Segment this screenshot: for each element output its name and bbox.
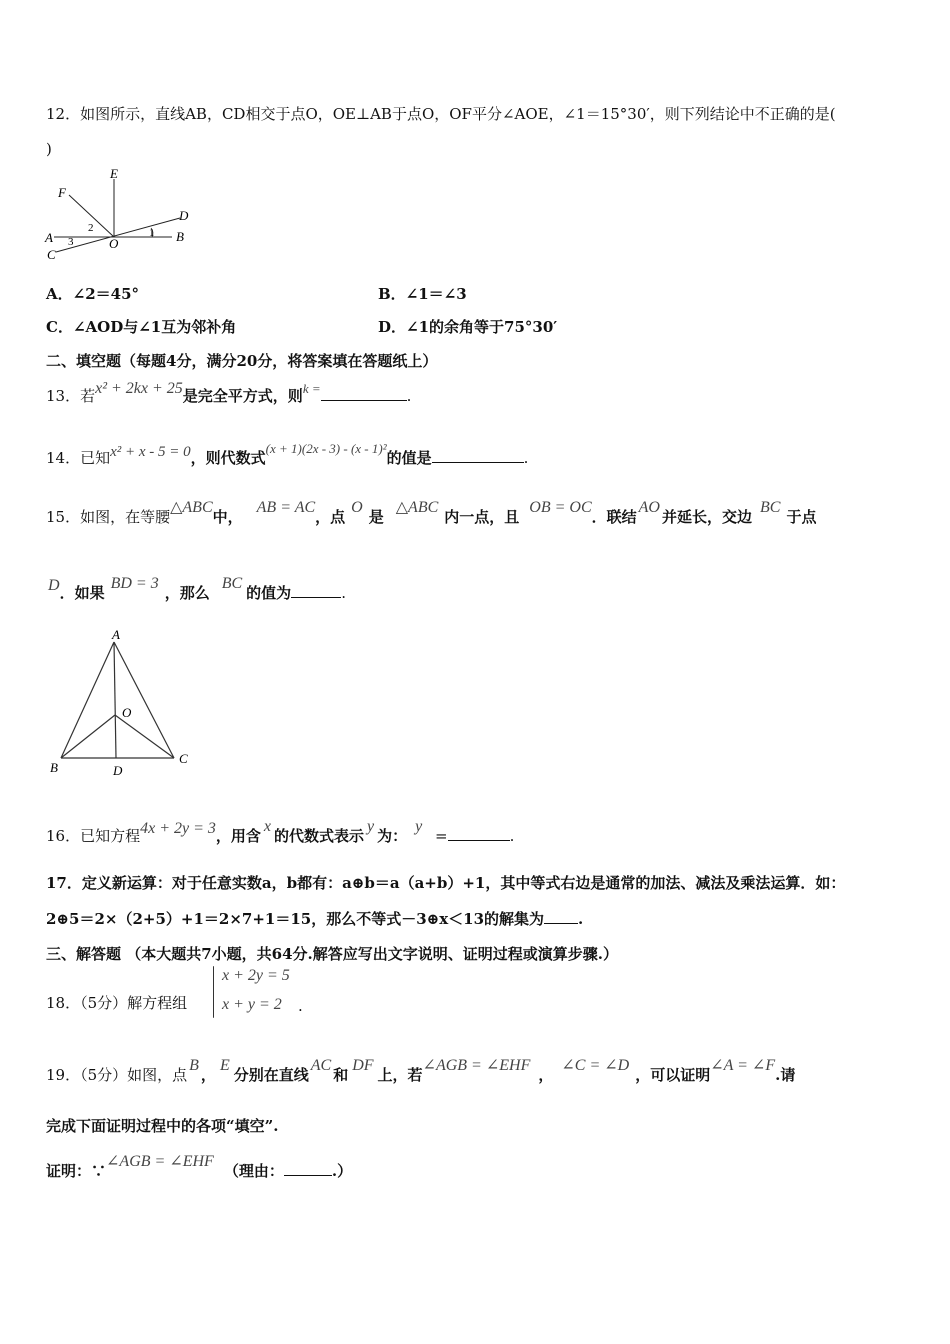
q17-end: .: [578, 910, 584, 928]
q19-text: .请: [775, 1066, 796, 1084]
segment-oc: [115, 715, 174, 758]
q15-blank[interactable]: [291, 583, 341, 598]
q19-text: 分别在直线: [233, 1066, 309, 1084]
q18-pre: 18．（5分）解方程组: [46, 994, 188, 1012]
label-3: 3: [68, 236, 74, 248]
q19-text: ，: [538, 1066, 554, 1084]
q19-text: ，可以证明: [635, 1066, 711, 1084]
q15-text: 15．如图，在等腰: [46, 508, 171, 526]
q13-expr: x² + 2kx + 25: [95, 380, 183, 397]
label-1: 1: [149, 227, 155, 239]
q16-y2: y: [415, 818, 423, 835]
q15-text: ．如果: [59, 584, 105, 602]
label-O: O: [109, 236, 119, 251]
label-B: B: [50, 760, 58, 775]
segment-ad: [114, 642, 116, 758]
q17-blank[interactable]: [544, 909, 578, 924]
q12-option-b: B．∠1＝∠3: [378, 285, 467, 303]
q19-text: ，: [200, 1066, 216, 1084]
q12-paren: [46, 140, 52, 158]
q19-math: ∠A = ∠F: [710, 1057, 776, 1074]
label-B: B: [176, 229, 184, 244]
q15-text: ，点: [315, 508, 346, 526]
section3-heading: 三、解答题 （本大题共7小题，共64分.解答应写出文字说明、证明过程或演算步骤.）: [46, 945, 618, 963]
q16-blank[interactable]: [448, 826, 510, 841]
q16-eqs: =: [430, 827, 448, 845]
q16-pre: 16．已知方程: [46, 827, 141, 845]
q16: [46, 818, 515, 846]
side-ab: [61, 642, 114, 758]
q12-option-d: D．∠1的余角等于75°30′: [378, 318, 558, 336]
q18: [46, 992, 187, 1013]
q15-math: △ABC: [395, 499, 439, 516]
q15-text: 中，: [212, 508, 243, 526]
q17-text: 2⊕5＝2×（2+5）+1＝2×7+1＝15，那么不等式－3⊕x＜13的解集为: [46, 910, 545, 928]
q19-proof-pre: 证明：∵: [46, 1162, 107, 1180]
q15-math: BD = 3: [110, 575, 159, 592]
label-A: A: [112, 627, 120, 642]
q19-math: AC: [310, 1057, 332, 1074]
q15-text: 于点: [786, 508, 817, 526]
label-E: E: [110, 166, 118, 181]
q16-end: .: [509, 827, 515, 845]
q15-text: 的值为: [246, 584, 292, 602]
q15-line2: [46, 575, 346, 603]
q12-option-c: C．∠AOD与∠1互为邻补角: [46, 318, 237, 336]
q19-math: ∠AGB = ∠EHF: [422, 1057, 531, 1074]
q15-text: ．联结: [591, 508, 637, 526]
q14-expr2: (x + 1)(2x - 3) - (x - 1)²: [265, 441, 387, 456]
q18-eq2: x + y = 2: [222, 996, 282, 1013]
q16-x: x: [263, 818, 272, 835]
q12-paren-close: ): [46, 140, 52, 158]
q15-text: 并延长，交边: [661, 508, 752, 526]
label-D: D: [113, 763, 123, 778]
q14-pre: 14．已知: [46, 449, 111, 467]
label-O: O: [122, 705, 132, 720]
q13-blank[interactable]: [321, 386, 407, 401]
q14-mid: ，则代数式: [190, 449, 266, 467]
q13-end: .: [406, 387, 412, 405]
q19-text: 上，若: [377, 1066, 423, 1084]
q15-math: OB = OC: [529, 499, 592, 516]
q19-math: B: [189, 1057, 199, 1074]
q14-blank[interactable]: [432, 448, 524, 463]
q13-k: k =: [302, 381, 321, 396]
q18-eq1: x + 2y = 5: [222, 967, 290, 984]
q19-blank[interactable]: [284, 1161, 332, 1176]
q19-proof-expr: ∠AGB = ∠EHF: [106, 1153, 214, 1170]
q18-brace: [213, 966, 214, 1018]
q15-line1: [46, 499, 817, 527]
q16-eq: 4x + 2y = 3: [140, 820, 216, 837]
label-A: A: [45, 230, 53, 245]
q19-proof-end: .）: [331, 1162, 353, 1180]
q19-line1: [46, 1057, 796, 1085]
section2-heading: 二、填空题（每题4分，满分20分，将答案填在答题纸上）: [46, 352, 438, 370]
q15-math: O: [351, 499, 363, 516]
q12-stem: [46, 103, 836, 124]
q19-math: ∠C = ∠D: [561, 1057, 630, 1074]
q15-math: △ABC: [170, 499, 213, 516]
q13-mid: 是完全平方式，则: [182, 387, 303, 405]
q16-y: y: [367, 818, 375, 835]
q15-math: D: [48, 577, 60, 594]
segment-ob: [61, 715, 115, 758]
side-ac: [114, 642, 174, 758]
q19-proof: [46, 1153, 353, 1181]
q13: [46, 380, 412, 406]
q15-math: BC: [221, 575, 243, 592]
q12-text: 12．如图所示，直线AB，CD相交于点O，OE⊥AB于点O，OF平分∠AOE，∠1＝15°30′，则下列结论中不正确的是(: [46, 105, 836, 123]
q19-text: 19．（5分）如图，点: [46, 1066, 188, 1084]
q14: [46, 441, 529, 468]
q19-math: DF: [352, 1057, 374, 1074]
q15-text: ，那么: [164, 584, 210, 602]
label-D: D: [179, 208, 189, 223]
q12-figure: [44, 165, 194, 265]
q12-option-a: A．∠2＝45°: [46, 285, 140, 303]
q14-end: .: [523, 449, 529, 467]
q15-figure: [44, 625, 204, 780]
label-2: 2: [88, 222, 94, 234]
q13-pre: 13．若: [46, 387, 96, 405]
q15-math: AB = AC: [256, 499, 316, 516]
q18-end: .: [298, 997, 303, 1015]
q14-expr: x² + x - 5 = 0: [110, 444, 191, 460]
label-F: F: [58, 185, 66, 200]
q19-math: E: [219, 1057, 230, 1074]
q15-math: AO: [638, 499, 660, 516]
q19-line2: 完成下面证明过程中的各项“填空”.: [46, 1117, 279, 1135]
q16-mid: ，用含: [215, 827, 261, 845]
q19-text: 和: [333, 1066, 349, 1084]
q14-post: 的值是: [386, 449, 432, 467]
label-C: C: [179, 751, 188, 766]
q15-text: 内一点，且: [444, 508, 520, 526]
q19-proof-reason: （理由：: [223, 1162, 284, 1180]
q15-end: .: [341, 584, 346, 602]
q15-math: BC: [760, 499, 781, 516]
label-C: C: [47, 247, 56, 262]
q17-line1: 17．定义新运算：对于任意实数a，b都有：a⊕b＝a（a+b）+1，其中等式右边是通常的加法、减法及乘法运算．如：: [46, 874, 846, 892]
q16-post: 为：: [377, 827, 408, 845]
q16-mid2: 的代数式表示: [274, 827, 365, 845]
q15-text: 是: [368, 508, 384, 526]
q17-line2: [46, 908, 583, 929]
